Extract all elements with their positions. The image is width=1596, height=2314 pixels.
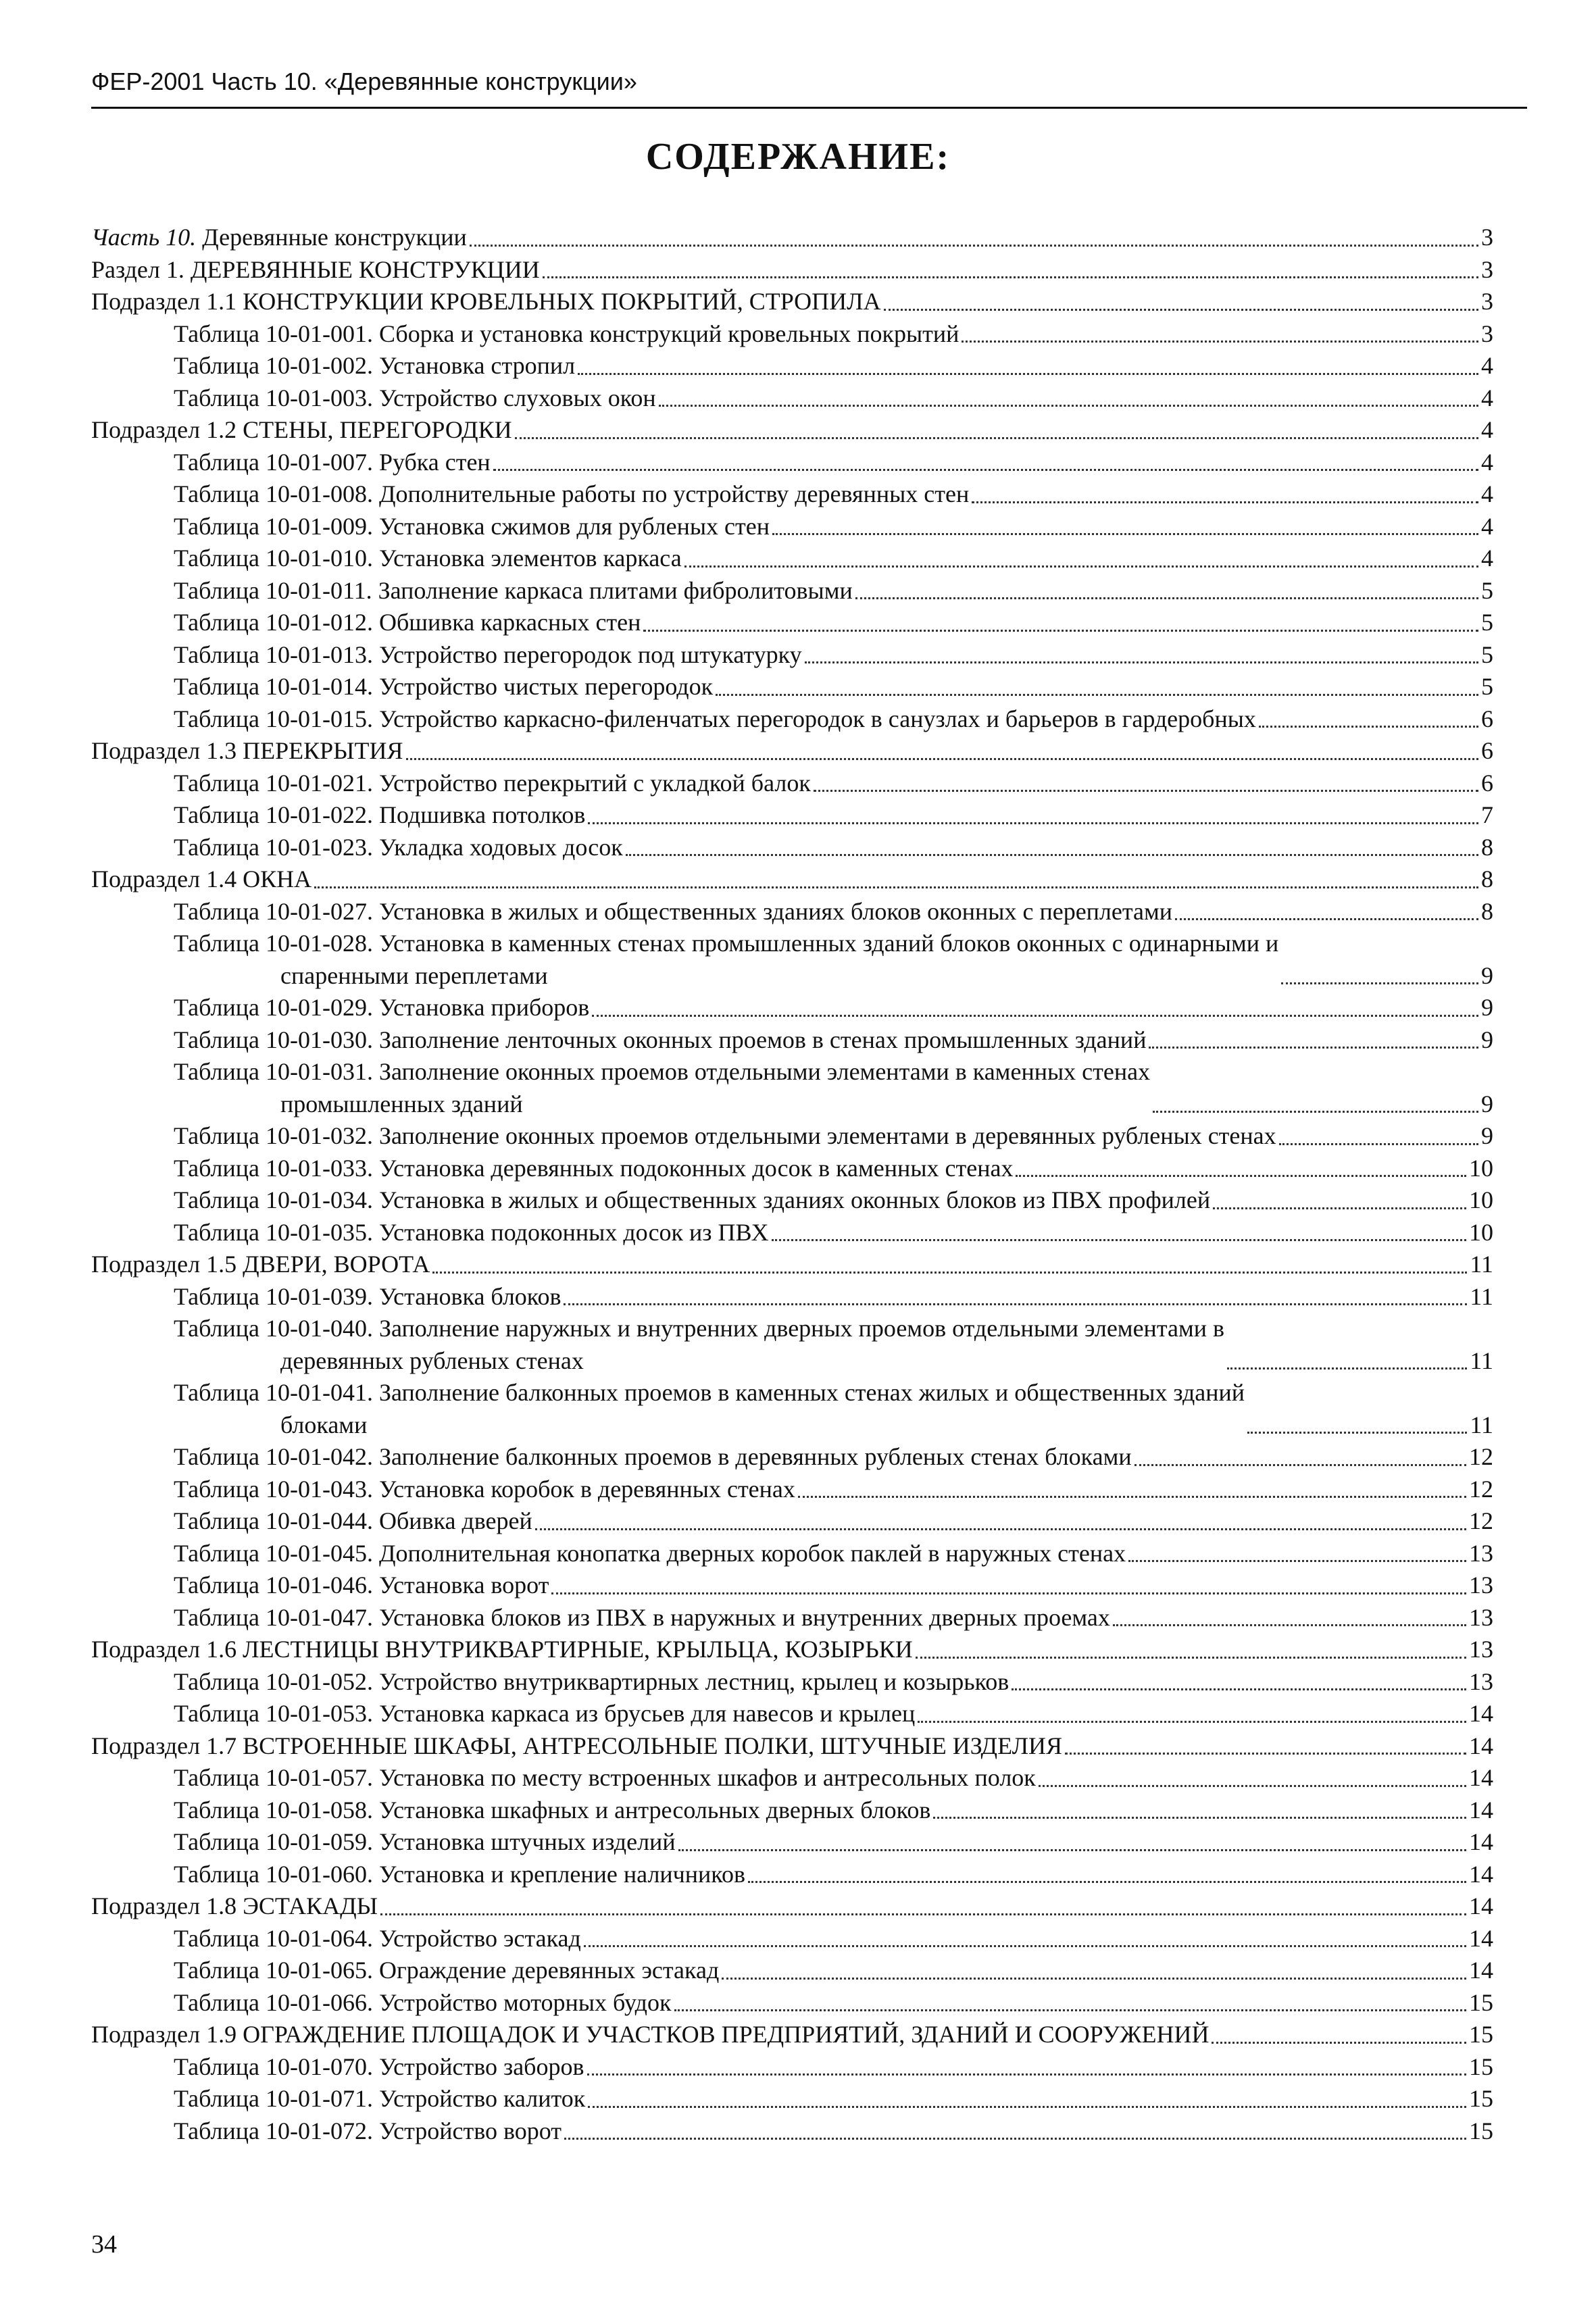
toc-table-entry[interactable] [91,832,1493,864]
toc-page-number: 9 [1481,994,1493,1021]
toc-page-number: 14 [1469,1700,1493,1727]
toc-entry-label [174,318,959,351]
toc-table-entry[interactable] [91,1666,1493,1699]
toc-table-entry[interactable] [91,478,1493,511]
toc-entry-text: Таблица 10-01-012. Обшивка каркасных стен [174,609,641,636]
toc-entry-label [174,1826,676,1859]
toc-page-number: 14 [1469,1828,1493,1855]
toc-page-number: 4 [1481,416,1493,443]
toc-entry-text: Таблица 10-01-052. Устройство внутриквартирных лестниц, крылец и козырьков [174,1667,1009,1695]
toc-table-entry[interactable] [91,1024,1493,1057]
toc-page-number: 5 [1481,576,1493,604]
toc-entry-label [174,1217,769,1249]
dot-leader [1128,1560,1466,1562]
toc-entry-label [91,2019,1209,2051]
toc-entry-text: Таблица 10-01-022. Подшивка потолков [174,801,586,828]
toc-entry-text: Таблица 10-01-053. Установка каркаса из брусьев для навесов и крылец [174,1700,916,1727]
dot-leader [578,373,1478,375]
dot-leader [1227,1367,1467,1369]
toc-entry-text: Таблица 10-01-071. Устройство калиток [174,2085,586,2112]
toc-entry-label [174,1859,745,1891]
toc-page-number: 3 [1481,320,1493,347]
toc-table-entry[interactable] [91,992,1493,1024]
toc-page-number: 8 [1481,897,1493,925]
toc-page-number: 14 [1469,1732,1493,1759]
dot-leader [564,2138,1466,2140]
dot-leader [1012,1688,1466,1690]
dot-leader [674,2009,1467,2011]
dot-leader [1212,2042,1466,2044]
dot-leader [916,1657,1466,1659]
dot-leader [380,1913,1466,1915]
toc-entry-label [174,703,1256,736]
dot-leader [798,1496,1466,1498]
toc-entry-text: Таблица 10-01-042. Заполнение балконных проемов в деревянных рубленых стенах блоками [174,1443,1132,1470]
toc-page-number: 10 [1469,1154,1493,1182]
toc-entry-label [91,735,403,768]
toc-page-number: 3 [1481,288,1493,315]
dot-leader [535,1528,1466,1530]
toc-table-entry[interactable] [91,1826,1493,1859]
toc-entry-label [174,1762,1036,1794]
toc-section-entry[interactable] [91,414,1493,447]
toc-table-entry[interactable] [91,1859,1493,1891]
toc-entry-label [174,1474,795,1506]
toc-entry-label [174,1955,719,1987]
toc-table-entry[interactable] [91,1056,1493,1120]
toc-page-number: 14 [1469,1957,1493,1984]
toc-page-number: 10 [1469,1186,1493,1213]
dot-leader [659,405,1478,407]
toc-table-entry[interactable] [91,1120,1493,1153]
toc-entry-label [174,1313,1224,1377]
toc-entry-text: Таблица 10-01-030. Заполнение ленточных оконных проемов в стенах промышленных зданий [174,1026,1147,1053]
toc-entry-label [174,799,585,832]
toc-entry-label [174,1184,1210,1217]
toc-entry-text: Таблица 10-01-072. Устройство ворот [174,2117,562,2144]
dot-leader [1113,1624,1466,1626]
toc-entry-text: Деревянные конструкции [196,224,467,251]
toc-entry-text: Таблица 10-01-014. Устройство чистых перегородок [174,673,714,700]
toc-page-number: 3 [1481,255,1493,283]
toc-entry-text: Таблица 10-01-013. Устройство перегородок под штукатурку [174,640,802,668]
dot-leader [1134,1464,1466,1466]
toc-page-number: 4 [1481,480,1493,507]
toc-entry-continuation: деревянных рубленых стенах [280,1347,584,1374]
toc-page-number: 13 [1469,1539,1493,1567]
toc-entry-text: Таблица 10-01-065. Ограждение деревянных эстакад [174,1957,720,1984]
toc-entry-text: Таблица 10-01-039. Установка блоков [174,1282,562,1310]
running-header: ФЕР-2001 Часть 10. «Деревянные конструкции» [91,68,637,95]
toc-page-number: 13 [1469,1603,1493,1631]
toc-entry-text: Таблица 10-01-002. Установка стропил [174,352,576,379]
toc-page-number: 14 [1469,1764,1493,1791]
toc-section-entry[interactable] [91,222,1493,254]
toc-entry-label [91,286,881,318]
toc-page-number: 11 [1470,1347,1493,1374]
toc-entry-label [174,575,853,607]
toc-entry-label [174,768,811,800]
toc-page-number: 14 [1469,1796,1493,1823]
toc-table-entry[interactable] [91,896,1493,928]
toc-page-number: 15 [1469,1988,1493,2016]
dot-leader [1213,1207,1466,1209]
toc-table-entry[interactable] [91,2115,1493,2148]
toc-entry-text: Таблица 10-01-009. Установка сжимов для рубленых стен [174,512,770,540]
toc-entry-text: Подраздел 1.5 ДВЕРИ, ВОРОТА [91,1251,430,1278]
toc-table-entry[interactable] [91,1313,1493,1377]
toc-table-entry[interactable] [91,607,1493,639]
toc-table-entry[interactable] [91,1441,1493,1474]
dot-leader [918,1721,1466,1723]
toc-page-number: 9 [1481,961,1493,989]
header-rule [91,107,1527,109]
table-of-contents [91,222,1493,2147]
toc-entry-label [174,1120,1276,1153]
toc-entry-text: Таблица 10-01-028. Установка в каменных стенах промышленных зданий блоков оконных с одинарными и [174,930,1279,957]
toc-page-number: 13 [1469,1636,1493,1663]
dot-leader [551,1592,1466,1594]
toc-entry-label [174,607,641,639]
toc-page-number: 4 [1481,352,1493,379]
toc-page-number: 9 [1481,1026,1493,1053]
dot-leader [1175,918,1478,920]
toc-page-number: 15 [1469,2117,1493,2144]
dot-leader [406,758,1478,760]
dot-leader [1259,726,1478,728]
toc-entry-label [174,543,682,575]
toc-entry-label [91,222,467,254]
toc-page-number: 14 [1469,1860,1493,1888]
dot-leader [855,597,1478,599]
dot-leader [314,886,1478,888]
toc-entry-label [174,2083,585,2115]
toc-entry-text: Таблица 10-01-034. Установка в жилых и общественных зданиях оконных блоков из ПВХ профилей [174,1186,1211,1213]
toc-entry-text: Таблица 10-01-043. Установка коробок в деревянных стенах [174,1475,795,1503]
toc-section-entry[interactable] [91,1730,1493,1763]
toc-page-number: 15 [1469,2085,1493,2112]
dot-leader [1279,1143,1478,1145]
toc-entry-label [174,1441,1132,1474]
toc-entry-label [174,1923,581,1955]
toc-entry-text: Таблица 10-01-058. Установка шкафных и антресольных дверных блоков [174,1796,931,1823]
toc-page-number: 15 [1469,2021,1493,2048]
toc-entry-text: Подраздел 1.3 ПЕРЕКРЫТИЯ [91,737,403,764]
toc-entry-text: Таблица 10-01-010. Установка элементов каркаса [174,545,682,572]
toc-table-entry[interactable] [91,2083,1493,2115]
toc-page-number: 3 [1481,224,1493,251]
toc-table-entry[interactable] [91,1184,1493,1217]
toc-entry-text: Таблица 10-01-029. Установка приборов [174,994,590,1021]
dot-leader [493,469,1478,471]
dot-leader [470,245,1478,247]
toc-table-entry[interactable] [91,1281,1493,1313]
toc-entry-text: Таблица 10-01-032. Заполнение оконных проемов отдельными элементами в деревянных рубленых стенах [174,1122,1276,1149]
dot-leader [1065,1753,1466,1755]
toc-page-number: 5 [1481,640,1493,668]
toc-entry-label [174,2115,562,2148]
toc-table-entry[interactable] [91,543,1493,575]
toc-table-entry[interactable] [91,1698,1493,1730]
toc-entry-text: Таблица 10-01-066. Устройство моторных будок [174,1988,672,2016]
toc-page-number: 14 [1469,1892,1493,1919]
toc-page-number: 9 [1481,1090,1493,1117]
dot-leader [588,2106,1466,2108]
toc-entry-label [174,992,589,1024]
toc-entry-text: Таблица 10-01-008. Дополнительные работы по устройству деревянных стен [174,480,970,507]
page-number: 34 [91,2230,117,2259]
dot-leader [543,276,1478,278]
toc-section-entry[interactable] [91,1890,1493,1923]
toc-entry-label [91,1249,430,1281]
toc-page-number: 13 [1469,1571,1493,1599]
toc-section-entry[interactable] [91,2019,1493,2051]
toc-page-number: 6 [1481,769,1493,797]
toc-entry-text: Таблица 10-01-060. Установка и крепление наличников [174,1860,745,1888]
toc-entry-label [174,1153,1013,1185]
toc-entry-text: Таблица 10-01-033. Установка деревянных подоконных досок в каменных стенах [174,1154,1014,1182]
toc-entry-label [174,1698,915,1730]
toc-table-entry[interactable] [91,703,1493,736]
toc-table-entry[interactable] [91,928,1493,992]
toc-entry-label [174,2051,584,2084]
toc-page-number: 11 [1470,1251,1493,1278]
toc-page-number: 7 [1481,801,1493,828]
toc-entry-label [174,1505,532,1538]
dot-leader [587,2073,1467,2076]
toc-entry-label [174,1602,1110,1634]
toc-entry-continuation: спаренными переплетами [280,961,548,989]
toc-table-entry[interactable] [91,1794,1493,1827]
toc-entry-text: Таблица 10-01-023. Укладка ходовых досок [174,833,623,861]
toc-table-entry[interactable] [91,1955,1493,1987]
toc-entry-label [91,254,540,286]
toc-entry-label [174,382,656,415]
toc-section-entry[interactable] [91,286,1493,318]
dot-leader [748,1881,1466,1883]
dot-leader [814,790,1478,792]
toc-table-entry[interactable] [91,575,1493,607]
dot-leader [1153,1111,1478,1113]
toc-table-entry[interactable] [91,1602,1493,1634]
toc-table-entry[interactable] [91,1569,1493,1602]
toc-page-number: 6 [1481,705,1493,732]
toc-page-number: 12 [1469,1443,1493,1470]
dot-leader [772,533,1478,535]
toc-page-number: 4 [1481,545,1493,572]
toc-entry-text: Подраздел 1.4 ОКНА [91,865,312,892]
toc-page-number: 10 [1469,1218,1493,1246]
dot-leader [722,1978,1466,1980]
toc-entry-text: Таблица 10-01-064. Устройство эстакад [174,1924,581,1952]
toc-entry-text: Таблица 10-01-041. Заполнение балконных проемов в каменных стенах жилых и общественных зданий [174,1379,1245,1406]
toc-page-number: 4 [1481,384,1493,411]
toc-page-number: 5 [1481,673,1493,700]
toc-entry-text: Таблица 10-01-070. Устройство заборов [174,2053,584,2080]
dot-leader [972,501,1478,503]
dot-leader [515,437,1478,439]
toc-entry-label [174,671,713,703]
dot-leader [432,1272,1467,1274]
toc-entry-label [174,1569,549,1602]
toc-table-entry[interactable] [91,382,1493,415]
toc-page-number: 9 [1481,1122,1493,1149]
toc-table-entry[interactable] [91,350,1493,382]
toc-entry-text: Таблица 10-01-045. Дополнительная конопатка дверных коробок паклей в наружных стенах [174,1539,1126,1567]
toc-entry-text: Таблица 10-01-003. Устройство слуховых окон [174,384,656,411]
toc-entry-text: Подраздел 1.9 ОГРАЖДЕНИЕ ПЛОЩАДОК И УЧАСТКОВ ПРЕДПРИЯТИЙ, ЗДАНИЙ И СООРУЖЕНИЙ [91,2021,1210,2048]
toc-entry-label [174,639,802,672]
toc-entry-text: Таблица 10-01-007. Рубка стен [174,448,491,476]
dot-leader [716,694,1478,696]
toc-page-number: 12 [1469,1507,1493,1534]
toc-entry-text: Раздел 1. ДЕРЕВЯННЫЕ КОНСТРУКЦИИ [91,255,540,283]
toc-entry-label [174,350,575,382]
toc-entry-text: Таблица 10-01-027. Установка в жилых и общественных зданиях блоков оконных с переплетами [174,897,1173,925]
toc-entry-label [174,1987,672,2019]
dot-leader [584,1945,1466,1947]
toc-table-entry[interactable] [91,1923,1493,1955]
dot-leader [1247,1432,1467,1434]
toc-entry-text: Таблица 10-01-047. Установка блоков из ПВХ в наружных и внутренних дверных проемах [174,1603,1110,1631]
toc-table-entry[interactable] [91,1217,1493,1249]
toc-entry-text: Таблица 10-01-044. Обивка дверей [174,1507,532,1534]
toc-entry-label [91,863,311,896]
toc-entry-label [174,1377,1245,1441]
toc-table-entry[interactable] [91,2051,1493,2084]
dot-leader [1016,1175,1466,1177]
toc-entry-continuation: промышленных зданий [280,1090,523,1117]
toc-entry-text: Таблица 10-01-040. Заполнение наружных и внутренних дверных проемов отдельными элементами в [174,1315,1225,1342]
dot-leader [1039,1785,1466,1787]
toc-entry-text: Подраздел 1.2 СТЕНЫ, ПЕРЕГОРОДКИ [91,416,512,443]
toc-section-entry[interactable] [91,863,1493,896]
toc-table-entry[interactable] [91,1153,1493,1185]
toc-entry-label [174,447,491,479]
toc-table-entry[interactable] [91,1987,1493,2019]
toc-table-entry[interactable] [91,1505,1493,1538]
dot-leader [564,1303,1467,1305]
toc-entry-text: Таблица 10-01-046. Установка ворот [174,1571,549,1599]
toc-page-number: 8 [1481,865,1493,892]
toc-page-number: 4 [1481,512,1493,540]
toc-table-entry[interactable] [91,511,1493,543]
toc-table-entry[interactable] [91,318,1493,351]
dot-leader [1281,982,1478,984]
toc-entry-label [174,928,1278,992]
toc-entry-label [174,1794,930,1827]
toc-section-entry[interactable] [91,254,1493,286]
dot-leader [678,1849,1466,1851]
toc-entry-text: Подраздел 1.6 ЛЕСТНИЦЫ ВНУТРИКВАРТИРНЫЕ, КРЫЛЬЦА, КОЗЫРЬКИ [91,1636,913,1663]
toc-entry-text: Таблица 10-01-057. Установка по месту встроенных шкафов и антресольных полок [174,1764,1036,1791]
toc-table-entry[interactable] [91,639,1493,672]
toc-entry-label [174,1281,561,1313]
toc-entry-label [91,1890,378,1923]
toc-table-entry[interactable] [91,768,1493,800]
dot-leader [933,1817,1466,1819]
dot-leader [1149,1047,1478,1049]
page-title: СОДЕРЖАНИЕ: [645,136,951,178]
dot-leader [884,309,1478,311]
toc-entry-text: Таблица 10-01-031. Заполнение оконных проемов отдельными элементами в каменных стенах [174,1058,1151,1085]
toc-entry-text: Подраздел 1.1 КОНСТРУКЦИИ КРОВЕЛЬНЫХ ПОКРЫТИЙ, СТРОПИЛА [91,288,881,315]
toc-table-entry[interactable] [91,1377,1493,1441]
toc-page-number: 8 [1481,833,1493,861]
toc-entry-label [174,1666,1009,1699]
toc-entry-label [174,1024,1146,1057]
dot-leader [772,1239,1466,1241]
toc-table-entry[interactable] [91,447,1493,479]
toc-entry-text: Подраздел 1.7 ВСТРОЕННЫЕ ШКАФЫ, АНТРЕСОЛЬНЫЕ ПОЛКИ, ШТУЧНЫЕ ИЗДЕЛИЯ [91,1732,1063,1759]
toc-table-entry[interactable] [91,1474,1493,1506]
dot-leader [962,341,1478,343]
toc-entry-text: Таблица 10-01-059. Установка штучных изделий [174,1828,676,1855]
toc-entry-label [91,414,512,447]
toc-section-entry[interactable] [91,1249,1493,1281]
toc-table-entry[interactable] [91,1538,1493,1570]
toc-page-number: 14 [1469,1924,1493,1952]
dot-leader [626,854,1478,856]
dot-leader [684,565,1478,568]
toc-entry-label [91,1634,913,1666]
dot-leader [643,630,1478,632]
toc-table-entry[interactable] [91,799,1493,832]
toc-entry-text: Таблица 10-01-001. Сборка и установка конструкций кровельных покрытий [174,320,959,347]
dot-leader [588,822,1478,824]
toc-entry-italic-prefix: Часть 10. [91,224,197,251]
toc-entry-label [174,1056,1150,1120]
toc-entry-text: Таблица 10-01-021. Устройство перекрытий с укладкой балок [174,769,811,797]
toc-page-number: 4 [1481,448,1493,476]
toc-section-entry[interactable] [91,735,1493,768]
toc-entry-text: Таблица 10-01-015. Устройство каркасно-филенчатых перегородок в санузлах и барьеров в гардеробных [174,705,1256,732]
toc-page-number: 11 [1470,1282,1493,1310]
dot-leader [592,1015,1478,1017]
toc-entry-text: Таблица 10-01-035. Установка подоконных досок из ПВХ [174,1218,769,1246]
toc-entry-label [174,1538,1126,1570]
toc-entry-continuation: блоками [280,1411,368,1438]
toc-entry-label [174,511,770,543]
toc-entry-label [174,478,969,511]
toc-page-number: 15 [1469,2053,1493,2080]
toc-section-entry[interactable] [91,1634,1493,1666]
toc-entry-label [174,896,1172,928]
toc-entry-text: Таблица 10-01-011. Заполнение каркаса плитами фибролитовыми [174,576,853,604]
toc-entry-text: Подраздел 1.8 ЭСТАКАДЫ [91,1892,378,1919]
toc-entry-label [174,832,623,864]
toc-entry-label [91,1730,1062,1763]
toc-page-number: 5 [1481,609,1493,636]
toc-page-number: 12 [1469,1475,1493,1503]
dot-leader [805,661,1478,663]
toc-page-number: 11 [1470,1411,1493,1438]
toc-table-entry[interactable] [91,1762,1493,1794]
toc-table-entry[interactable] [91,671,1493,703]
toc-page-number: 13 [1469,1667,1493,1695]
toc-page-number: 6 [1481,737,1493,764]
